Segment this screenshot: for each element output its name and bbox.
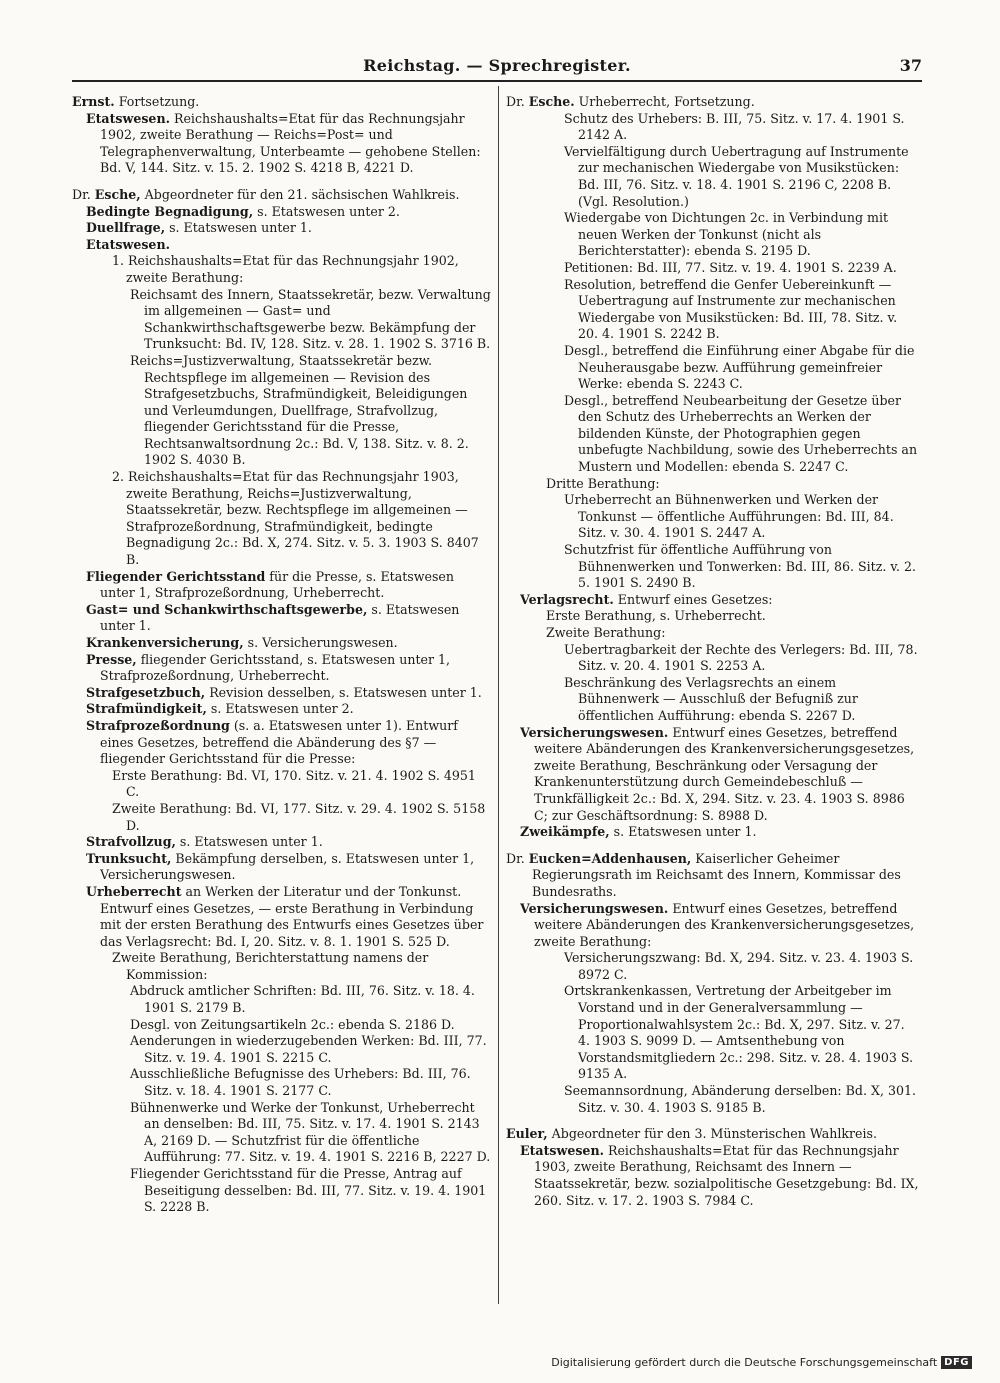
register-entry (72, 701, 492, 718)
entry-gap (506, 841, 920, 851)
entry-heading: Verlagsrecht. (520, 591, 614, 607)
register-entry (72, 237, 492, 254)
entry-heading: Etatswesen. (86, 110, 170, 126)
entry-text: Fliegender Gerichtsstand für die Presse, Antrag auf Beseitigung desselben: Bd. III, 77. Sitz. v. 19. 4. 1901 S. 2228 B. (130, 1166, 487, 1215)
page-header (72, 56, 922, 78)
entry-heading: Esche. (528, 94, 575, 109)
entry-text: Dr. (506, 94, 529, 109)
register-entry (506, 824, 920, 841)
entry-text: s. Etatswesen unter 1. (175, 834, 323, 850)
register-entry (72, 718, 492, 768)
entry-text: Entwurf eines Gesetzes: (613, 591, 773, 607)
entry-text: Reichs=Justizverwaltung, Staatssekretär bezw. Rechtspflege im allgemeinen — Revision des Strafgesetzbuchs, Strafmündigkeit, Beleidigungen und Verleumdungen, Duellfrage, Strafvollzug, fliegender Gerichtsstand für die Presse, Rechtsanwaltsordnung 2c.: Bd. V, 138. Sitz. v. 8. 2. 1902 S. 4030 B. (130, 352, 469, 468)
entry-text: 1. Reichshaushalts=Etat für das Rechnungsjahr 1902, zweite Berathung: (112, 253, 459, 285)
entry-text: Bekämpfung derselben, s. Etatswesen unter 1, Versicherungswesen. (100, 850, 475, 883)
page-number: 37 (899, 56, 922, 75)
entry-text: s. Versicherungswesen. (243, 635, 398, 650)
entry-text: Kaiserlicher Geheimer Regierungsrath im Reichsamt des Innern, Kommissar des Bundesraths. (532, 850, 901, 899)
entry-text: s. Etatswesen unter 2. (206, 701, 354, 717)
register-entry (506, 144, 920, 210)
register-entry (506, 476, 920, 493)
left-column (72, 94, 492, 1216)
entry-text: Petitionen: Bd. III, 77. Sitz. v. 19. 4. 1901 S. 2239 A. (564, 259, 897, 275)
register-entry (72, 602, 492, 635)
entry-heading: Presse, (86, 651, 137, 667)
register-entry (72, 569, 492, 602)
register-entry (506, 277, 920, 343)
entry-text: Aenderungen in wiederzugebenden Werken: Bd. III, 77. Sitz. v. 19. 4. 1901 S. 2215 C. (130, 1033, 487, 1065)
entry-gap (72, 177, 492, 187)
entry-heading: Eucken=Addenhausen, (528, 850, 692, 866)
register-entry (506, 675, 920, 725)
entry-text: Beschränkung des Verlagsrechts an einem Bühnenwerk — Ausschluß der Befugniß zur öffentlichen Aufführung: ebenda S. 2267 D. (564, 674, 858, 723)
register-entry (72, 884, 492, 950)
entry-text: für die Presse, s. Etatswesen unter 1, Strafprozeßordnung, Urheberrecht. (100, 568, 454, 601)
entry-heading: Strafmündigkeit, (86, 701, 207, 717)
register-entry (506, 1143, 920, 1209)
entry-heading: Versicherungswesen. (520, 724, 669, 740)
entry-text: Zweite Berathung, Berichterstattung namens der Kommission: (112, 950, 429, 982)
entry-text: Reichsamt des Innern, Staatssekretär, bezw. Verwaltung im allgemeinen — Gast= und Schankwirthschaftsgewerbe bezw. Bekämpfung der Trunksucht: Bd. IV, 128. Sitz. v. 28. 1. 1902 S. 3716 B. (130, 286, 491, 352)
entry-heading: Esche, (94, 186, 141, 202)
entry-text: 2. Reichshaushalts=Etat für das Rechnungsjahr 1903, zweite Berathung, Reichs=Justizverwaltung, Staatssekretär, bezw. Rechtspflege im allgemeinen — Strafprozeßordnung, Strafmündigkeit, bedingte Begnadigung 2c.: Bd. X, 274. Sitz. v. 5. 3. 1903 S. 8407 B. (112, 469, 479, 568)
entry-text: Entwurf eines Gesetzes, betreffend weitere Abänderungen des Krankenversicherungsgesetzes, zweite Berathung: (534, 900, 915, 949)
register-entry (506, 851, 920, 901)
register-entry (72, 1066, 492, 1099)
register-entry (72, 111, 492, 177)
register-entry (72, 187, 492, 204)
register-entry (72, 204, 492, 221)
entry-heading: Versicherungswesen. (520, 900, 669, 916)
register-entry (506, 642, 920, 675)
register-entry (72, 983, 492, 1016)
register-entry (72, 685, 492, 702)
register-entry (72, 1033, 492, 1066)
column-divider (498, 86, 499, 1304)
register-entry (506, 950, 920, 983)
entry-text: Zweite Berathung: Bd. VI, 177. Sitz. v. 29. 4. 1902 S. 5158 D. (112, 800, 486, 833)
entry-text: Reichshaushalts=Etat für das Rechnungsjahr 1902, zweite Berathung — Reichs=Post= und Telegraphenverwaltung, Unterbeamte — gehobene Stellen: Bd. V, 144. Sitz. v. 15. 2. 1902 S. 4218 B, 4221 D. (100, 110, 481, 176)
entry-text: Desgl., betreffend die Einführung einer Abgabe für die Neuherausgabe bezw. Aufführung gemeinfreier Werke: ebenda S. 2243 C. (564, 342, 915, 392)
entry-heading: Gast= und Schankwirthschaftsgewerbe, (86, 601, 368, 617)
entry-text: Schutzfrist für öffentliche Aufführung von Bühnenwerken und Tonwerken: Bd. III, 86. Sitz. v. 2. 5. 1901 S. 2490 B. (564, 542, 916, 591)
register-entry (506, 111, 920, 144)
entry-text: Erste Berathung, s. Urheberrecht. (546, 608, 766, 624)
register-entry (72, 950, 492, 983)
entry-text: Dr. (506, 850, 529, 866)
register-entry (72, 635, 492, 652)
entry-text: Erste Berathung: Bd. VI, 170. Sitz. v. 21. 4. 1902 S. 4951 C. (112, 767, 476, 800)
entry-heading: Zweikämpfe, (520, 824, 610, 840)
entry-text: Urheberrecht, Fortsetzung. (574, 94, 755, 109)
entry-heading: Urheberrecht (86, 883, 182, 899)
entry-text: Bühnenwerke und Werke der Tonkunst, Urheberrecht an denselben: Bd. III, 75. Sitz. v. 17. 4. 1901 S. 2143 A, 2169 D. — Schutzfrist für die öffentliche Aufführung: 77. Sitz. v. 19. 4. 1901 S. 2216 B, 2227 D. (130, 1099, 491, 1165)
register-entry (72, 652, 492, 685)
register-entry (506, 343, 920, 393)
register-entry (506, 608, 920, 625)
dfg-logo: DFG (941, 1356, 972, 1369)
entry-text: Versicherungszwang: Bd. X, 294. Sitz. v. 23. 4. 1903 S. 8972 C. (564, 950, 914, 982)
header-rule (72, 80, 922, 82)
entry-text: Revision desselben, s. Etatswesen unter 1. (205, 684, 482, 700)
register-entry (506, 725, 920, 825)
footer-credit (551, 1356, 972, 1369)
register-entry (72, 469, 492, 569)
entry-text: Ausschließliche Befugnisse des Urhebers: Bd. III, 76. Sitz. v. 18. 4. 1901 S. 2177 C. (130, 1066, 471, 1099)
entry-text: Fortsetzung. (114, 94, 200, 109)
register-entry (72, 1166, 492, 1216)
page-title: Reichstag. — Sprechregister. (363, 56, 631, 75)
entry-heading: Etatswesen. (86, 236, 170, 252)
entry-text: Abdruck amtlicher Schriften: Bd. III, 76. Sitz. v. 18. 4. 1901 S. 2179 B. (130, 983, 475, 1016)
entry-text: Reichshaushalts=Etat für das Rechnungsjahr 1903, zweite Berathung, Reichsamt des Innern — Staatssekretär, bezw. sozialpolitische Gesetzgebung: Bd. IX, 260. Sitz. v. 17. 2. 1903 S. 7984 C. (534, 1142, 919, 1208)
entry-heading: Trunksucht, (86, 850, 172, 866)
footer-note: Digitalisierung gefördert durch die Deutsche Forschungsgemeinschaft (551, 1356, 938, 1369)
entry-text: Vervielfältigung durch Uebertragung auf Instrumente zur mechanischen Wiedergabe von Musikstücken: Bd. III, 76. Sitz. v. 18. 4. 1901 S. 2196 C, 2208 B. (Vgl. Resolution.) (564, 143, 909, 209)
entry-text: Schutz des Urhebers: B. III, 75. Sitz. v. 17. 4. 1901 S. 2142 A. (564, 110, 905, 143)
entry-text: Ortskrankenkassen, Vertretung der Arbeitgeber im Vorstand und in der Generalversammlung — Proportionalwahlsystem 2c.: Bd. X, 297. Sitz. v. 27. 4. 1903 S. 9099 D. — Amtsenthebung von Vorstandsmitgliedern 2c.: 298. Sitz. v. 28. 4. 1903 S. 9135 A. (564, 983, 914, 1082)
register-entry (72, 768, 492, 801)
register-entry (506, 542, 920, 592)
entry-text: Resolution, betreffend die Genfer Uebereinkunft — Uebertragung auf Instrumente zur mechanischen Wiedergabe von Musikstücken: Bd. III, 78. Sitz. v. 20. 4. 1901 S. 2242 B. (564, 276, 898, 342)
entry-heading: Etatswesen. (520, 1142, 604, 1158)
register-entry (506, 393, 920, 476)
entry-heading: Ernst. (72, 94, 115, 109)
register-entry (506, 492, 920, 542)
entry-text: s. Etatswesen unter 2. (253, 203, 400, 219)
right-column (506, 94, 920, 1209)
register-entry (506, 901, 920, 951)
entry-text: Dr. (72, 186, 95, 202)
register-entry (506, 1126, 920, 1143)
entry-text: Uebertragbarkeit der Rechte des Verlegers: Bd. III, 78. Sitz. v. 20. 4. 1901 S. 2253 A. (564, 641, 918, 674)
entry-heading: Bedingte Begnadigung, (86, 203, 254, 219)
register-entry (72, 353, 492, 469)
register-entry (72, 220, 492, 237)
entry-text: Abgeordneter für den 21. sächsischen Wahlkreis. (140, 186, 460, 202)
register-entry (506, 592, 920, 609)
register-entry (72, 253, 492, 286)
register-entry (506, 210, 920, 260)
entry-heading: Strafvollzug, (86, 834, 176, 850)
register-entry (506, 625, 920, 642)
register-entry (72, 1100, 492, 1166)
entry-text: Desgl. von Zeitungsartikeln 2c.: ebenda S. 2186 D. (130, 1016, 455, 1032)
entry-text: s. Etatswesen unter 1. (100, 601, 460, 634)
entry-text: Desgl., betreffend Neubearbeitung der Gesetze über den Schutz des Urheberrechts an Werken der bildenden Künste, der Photographien gegen unbefugte Nachbildung, sowie des Urheberrechts an Mustern und Modellen: ebenda S. 2247 C. (564, 392, 918, 475)
entry-text: s. Etatswesen unter 1. (609, 824, 757, 840)
entry-text: Zweite Berathung: (546, 625, 666, 640)
entry-heading: Krankenversicherung, (86, 635, 244, 650)
entry-text: Wiedergabe von Dichtungen 2c. in Verbindung mit neuen Werken der Tonkunst (nicht als Berichterstatter): ebenda S. 2195 D. (564, 210, 889, 259)
entry-gap (506, 1116, 920, 1126)
entry-text: Entwurf eines Gesetzes, betreffend weitere Abänderungen des Krankenversicherungsgesetzes, zweite Berathung, Beschränkung oder Versagung der Krankenunterstützung durch Gemeindebeschluß — Trunkfälligkeit 2c.: Bd. X, 294. Sitz. v. 23. 4. 1903 S. 8986 C; zur Geschäftsordnung: S. 8988 D. (534, 724, 915, 823)
entry-text: (s. a. Etatswesen unter 1). Entwurf eines Gesetzes, betreffend die Abänderung des §7 — fliegender Gerichtsstand für die Presse: (100, 717, 458, 767)
entry-heading: Strafgesetzbuch, (86, 684, 206, 700)
register-entry (72, 287, 492, 353)
entry-text: Dritte Berathung: (546, 475, 660, 491)
register-entry (72, 834, 492, 851)
entry-text: an Werken der Literatur und der Tonkunst. Entwurf eines Gesetzes, — erste Berathung in Verbindung mit der ersten Berathung des Entwurfs eines Gesetzes über das Verlagsrecht: Bd. I, 20. Sitz. v. 8. 1. 1901 S. 525 D. (100, 883, 484, 949)
register-entry (506, 983, 920, 1083)
register-entry (506, 94, 920, 111)
entry-text: Urheberrecht an Bühnenwerken und Werken der Tonkunst — öffentliche Aufführungen: Bd. III, 84. Sitz. v. 30. 4. 1901 S. 2447 A. (564, 492, 894, 541)
entry-text: fliegender Gerichtsstand, s. Etatswesen unter 1, Strafprozeßordnung, Urheberrecht. (100, 651, 451, 684)
entry-heading: Strafprozeßordnung (86, 717, 230, 733)
entry-heading: Euler, (506, 1126, 548, 1142)
entry-text: Seemannsordnung, Abänderung derselben: Bd. X, 301. Sitz. v. 30. 4. 1903 S. 9185 B. (564, 1083, 917, 1115)
register-entry (72, 851, 492, 884)
entry-heading: Duellfrage, (86, 220, 166, 236)
register-entry (72, 801, 492, 834)
entry-text: s. Etatswesen unter 1. (165, 220, 312, 236)
entry-heading: Fliegender Gerichtsstand (86, 568, 266, 584)
register-entry (72, 1017, 492, 1034)
register-entry (506, 260, 920, 277)
register-entry (72, 94, 492, 111)
entry-text: Abgeordneter für den 3. Münsterischen Wahlkreis. (547, 1126, 877, 1142)
register-entry (506, 1083, 920, 1116)
